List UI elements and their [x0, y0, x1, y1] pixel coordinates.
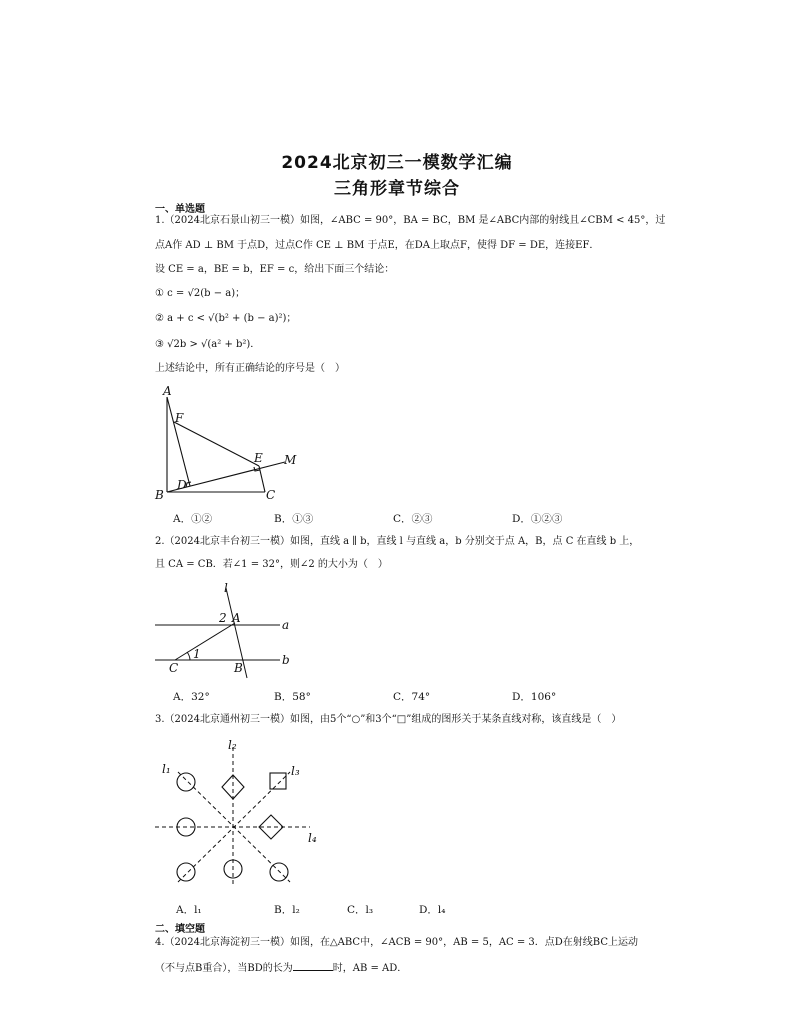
section-heading-single-choice: 一、单选题	[155, 204, 205, 215]
q3-option-a[interactable]: A．l₁	[176, 904, 202, 916]
q1-option-d[interactable]: D．①②③	[512, 513, 563, 525]
q1-label-e: E	[254, 451, 263, 465]
q2-label-line-a: a	[282, 618, 290, 632]
q1-label-c: C	[266, 488, 276, 502]
q1-text-line2: 点A作 AD ⊥ BM 于点D，过点C作 CE ⊥ BM 于点E，在DA上取点F，使得 DF = DE，连接EF．	[155, 240, 600, 251]
q1-text-line3: 设 CE = a，BE = b，EF = c，给出下面三个结论：	[155, 264, 395, 275]
q2-label-line-b: b	[282, 653, 290, 667]
q2-option-a[interactable]: A．32°	[173, 691, 210, 703]
q2-label-b-point: B	[234, 661, 243, 675]
q3-option-b[interactable]: B．l₂	[274, 904, 300, 916]
q2-label-c: C	[169, 661, 179, 675]
q3-label-l1: l₁	[162, 762, 171, 776]
q1-question: 上述结论中，所有正确结论的序号是（ ）	[155, 363, 345, 374]
q3-option-c[interactable]: C．l₃	[347, 904, 374, 916]
q3-label-l3: l₃	[291, 764, 300, 778]
q1-figure	[150, 382, 310, 507]
q1-option-c[interactable]: C．②③	[393, 513, 433, 525]
q4-text-line2-start: （不与点B重合），当BD的长为	[155, 963, 293, 974]
q2-option-c[interactable]: C．74°	[393, 691, 431, 703]
q1-conclusion-1: ① c = √2(b − a)；	[155, 288, 246, 299]
q2-label-angle-1: 1	[193, 647, 201, 661]
q3-figure	[150, 732, 330, 892]
q4-text-line2	[155, 960, 715, 976]
q1-conclusion-3: ③ √2b > √(a² + b²)．	[155, 339, 261, 350]
q2-text-line2: 且 CA = CB．若∠1 = 32°，则∠2 的大小为（ ）	[155, 559, 388, 570]
page-title: 2024北京初三一模数学汇编	[281, 153, 513, 173]
q2-text-line1: 2.（2024北京丰台初三一模）如图，直线 a ∥ b，直线 l 与直线 a，b 分别交于点 A，B，点 C 在直线 b 上，	[155, 536, 640, 547]
q1-conclusion-2: ② a + c < √(b² + (b − a)²)；	[155, 313, 297, 324]
q2-label-angle-2: 2	[219, 611, 227, 625]
q1-option-b[interactable]: B．①③	[274, 513, 314, 525]
q1-label-b: B	[155, 488, 164, 502]
q3-label-l2: l₂	[228, 738, 237, 752]
q2-figure	[150, 578, 300, 683]
q2-option-d[interactable]: D．106°	[512, 691, 557, 703]
q3-text-line1: 3.（2024北京通州初三一模）如图，由5个“○”和3个“□”组成的图形关于某条直线对称，该直线是（ ）	[155, 714, 622, 725]
q1-label-m: M	[284, 453, 297, 467]
page-subtitle: 三角形章节综合	[334, 179, 460, 199]
q2-label-l: l	[224, 581, 228, 595]
q1-label-f: F	[175, 411, 184, 425]
q2-label-a-point: A	[232, 611, 241, 625]
section-heading-fill-blank: 二、填空题	[155, 924, 205, 935]
q4-text-line2-end: 时，AB = AD．	[332, 963, 408, 974]
q3-label-l4: l₄	[308, 831, 317, 845]
q4-answer-blank[interactable]	[293, 960, 333, 971]
q4-text-line1: 4.（2024北京海淀初三一模）如图，在△ABC中，∠ACB = 90°，AB = 5，AC = 3．点D在射线BC上运动	[155, 937, 638, 948]
q1-label-d: D	[177, 478, 187, 492]
q2-option-b[interactable]: B．58°	[274, 691, 311, 703]
q1-option-a[interactable]: A．①②	[173, 513, 213, 525]
q1-label-a: A	[163, 384, 172, 398]
q1-text-line1: 1.（2024北京石景山初三一模）如图，∠ABC = 90°，BA = BC，BM 是∠ABC内部的射线且∠CBM < 45°，过	[155, 215, 666, 226]
q3-option-d[interactable]: D．l₄	[419, 904, 446, 916]
